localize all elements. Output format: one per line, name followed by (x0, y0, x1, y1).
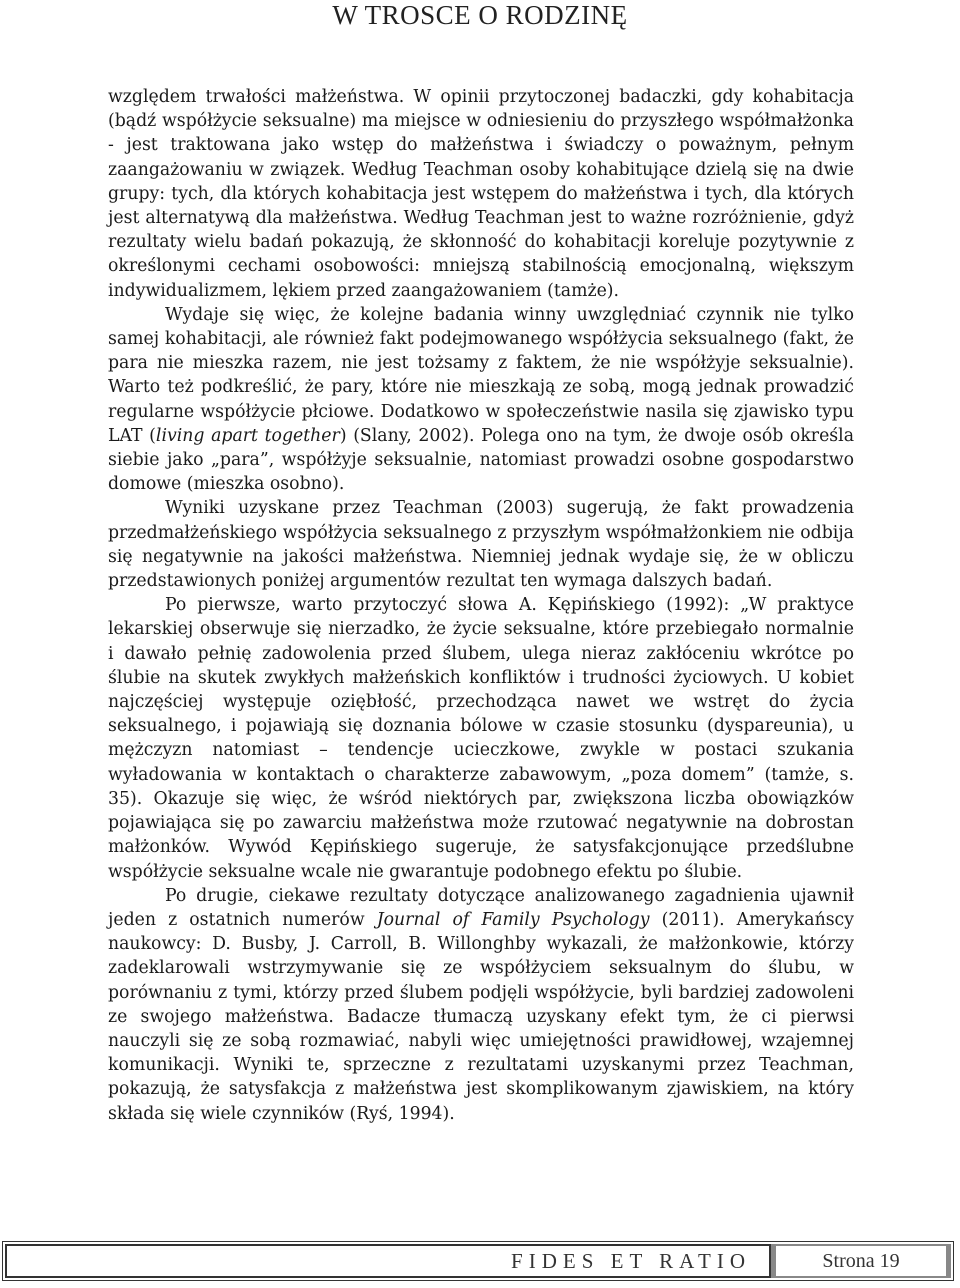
paragraph-5: Po drugie, ciekawe rezultaty dotyczące analizowanego zagadnienia ujawnił jeden z ostatnich numerów Journal of Family Psychology (2011). Amerykańscy naukowcy: D. Busby, J. Carroll, B. Willonghby wykazali, że małżonkowie, którzy zadeklarowali wstrzymywanie się ze współżyciem seksualnym do ślubu, w porównaniu z tymi, którzy przed ślubem podjęli współżycie, byli bardziej zadowoleni ze swojego małżeństwa. Badacze tłumaczą uzyskany efekt tym, że ci pierwsi nauczyli się ze sobą rozmawiać, nabyli więc umiejętności prawidłowej, wzajemnej komunikacji. Wyniki te, sprzeczne z rezultatami uzyskanymi przez Teachman, pokazują, że satysfakcja z małżeństwa jest skomplikowanym zjawiskiem, na który składa się wiele czynników (Ryś, 1994). (108, 885, 855, 1124)
article-body (108, 85, 854, 1126)
paragraph-4: Po pierwsze, warto przytoczyć słowa A. Kępińskiego (1992): „W praktyce lekarskiej obserwuje się nierzadko, że życie seksualne, które przebiegało normalnie i dawało pełnię zadowolenia przed ślubem, ulega nieraz zakłóceniu wkrótce po ślubie na skutek zwykłych małżeńskich konfliktów i trudności życiowych. U kobiet najczęściej występuje oziębłość, przechodząca nawet we wstręt do życia seksualnego, i pojawiają się doznania bólowe w czasie stosunku (dyspareunia), u mężczyzn natomiast – tendencje ucieczkowe, zwykle w postaci szukania wyładowania w kontaktach o charakterze zabawowym, „poza domem” (tamże, s. 35). Okazuje się więc, że wśród niektórych par, zwiększona liczba obowiązków pojawiająca się po zawarciu małżeństwa może rzutować negatywnie na dobrostan małżonków. Wywód Kępińskiego sugeruje, że satysfakcjonujące przedślubne współżycie seksualne wcale nie gwarantuje podobnego efektu po ślubie. (108, 595, 854, 882)
paragraph-2: Wydaje się więc, że kolejne badania winny uwzględniać czynnik nie tylko samej kohabitacji, ale również fakt podejmowanego współżycia seksualnego (fakt, że para nie mieszka razem, nie jest tożsamy z faktem, że nie współżyje seksualnie). Warto też podkreślić, że pary, które nie mieszkają ze sobą, mogą jednak prowadzić regularne współżycie płciowe. Dodatkowo w społeczeństwie nasila się zjawisko typu LAT (living apart together) (Slany, 2002). Polega ono na tym, że dwoje osób określa siebie jako „para”, współżyje seksualnie, natomiast prowadzi osobne gospodarstwo domowe (mieszka osobno). (108, 304, 854, 495)
paragraph-1: względem trwałości małżeństwa. W opinii przytoczonej badaczki, gdy kohabitacja (bądź współżycie seksualne) ma miejsce w odniesieniu do przyszłego współmałżonka - jest traktowana jako wstęp do małżeństwa i świadczy o poważnym, pełnym zaangażowaniu w związek. Według Teachman osoby kohabitujące dzielą się na dwie grupy: tych, dla których kohabitacja jest wstępem do małżeństwa i tych, dla których jest alternatywą dla małżeństwa. Według Teachman jest to ważne rozróżnienie, gdyż rezultaty wielu badań pokazują, że skłonność do kohabitacji koreluje pozytywnie z określonymi cechami osobowości: mniejszą stabilnością emocjonalną, większym indywidualizmem, lękiem przed zaangażowaniem (tamże). (108, 87, 854, 301)
footer-journal-box (5, 1244, 771, 1278)
page-number: Strona 19 (776, 1246, 946, 1276)
running-header (0, 0, 960, 30)
footer-page-box (771, 1244, 951, 1278)
journal-title-italic: Journal of Family Psychology (376, 909, 650, 930)
italic-term: living apart together (155, 425, 340, 446)
header-title: W TROSCE O RODZINĘ (332, 0, 628, 30)
page-footer (2, 1241, 954, 1281)
paragraph-3: Wyniki uzyskane przez Teachman (2003) sugerują, że fakt prowadzenia przedmałżeńskiego współżycia seksualnego z przyszłym współmałżonkiem nie odbija się negatywnie na jakości małżeństwa. Niemniej jednak wydaje się, że w obliczu przedstawionych poniżej argumentów rezultat ten wymaga dalszych badań. (108, 498, 854, 592)
footer-journal-name: FIDES ET RATIO (511, 1248, 751, 1273)
